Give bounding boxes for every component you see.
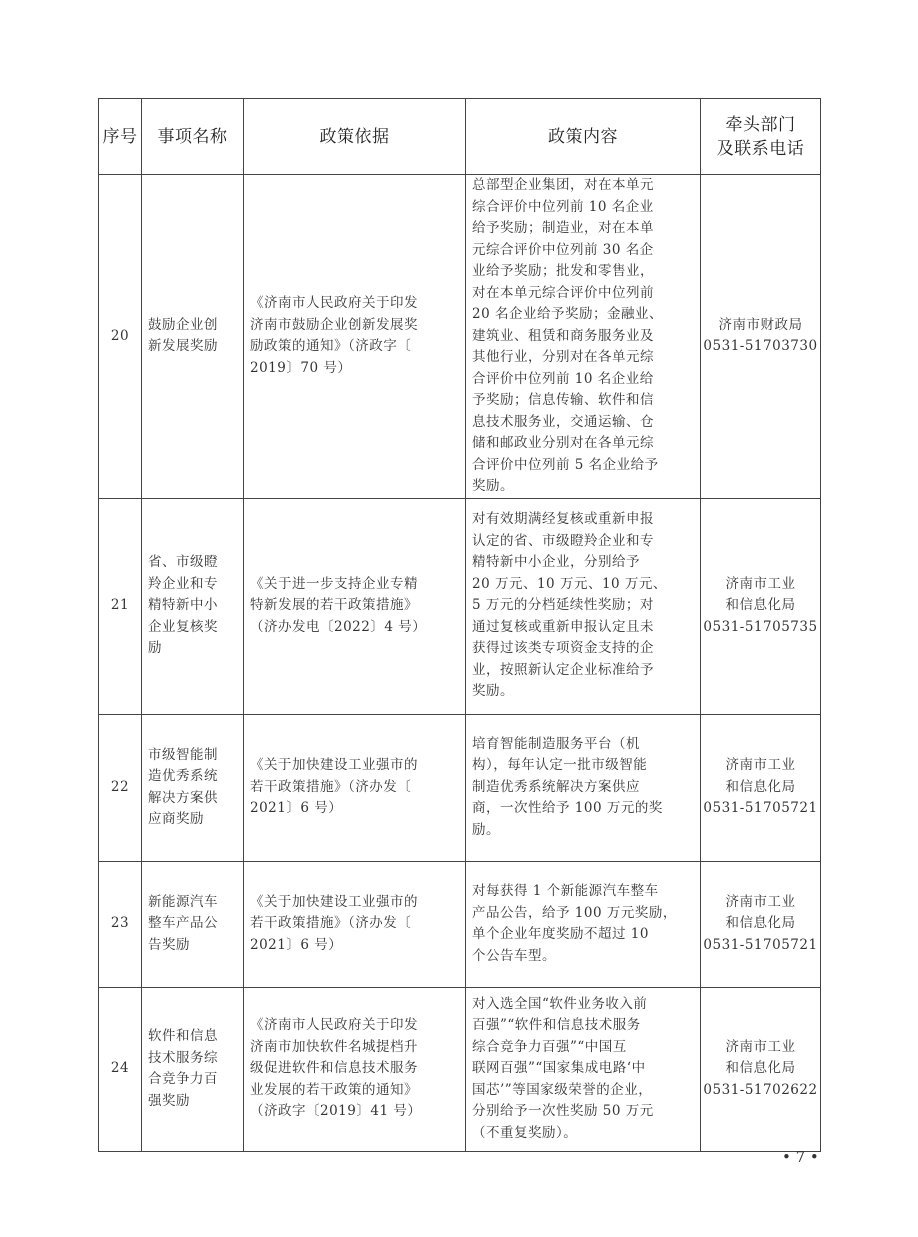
row-basis: 《关于加快建设工业强市的 若干政策措施》（济办发〔 2021〕6 号）	[244, 714, 466, 861]
row-basis: 《关于加快建设工业强市的 若干政策措施》（济办发〔 2021〕6 号）	[244, 861, 466, 987]
table-row	[99, 987, 821, 1151]
row-content: 总部型企业集团，对在本单元 综合评价中位列前 10 名企业 给予奖励；制造业，对在本单 元综合评价中位列前 30 名企 业给予奖励；批发和零售业， 对在本单元综合评价中位列前 20 名企业给予奖励；金融业、 建筑业、租赁和商务服务业及 其他行业，分别对在各单元综 合评价中位列前 10 名企业给 予奖励；信息传输、软件和信 息技术服务业，交通运输、仓 储和邮政业分别对在各单元综 合评价中位列前 5 名企业给予 奖励。	[466, 175, 701, 499]
header-dept: 牵头部门 及联系电话	[701, 99, 821, 175]
table-row	[99, 175, 821, 499]
row-dept: 济南市工业 和信息化局 0531-51702622	[701, 987, 821, 1151]
row-dept: 济南市工业 和信息化局 0531-51705735	[701, 498, 821, 714]
row-seq: 24	[99, 987, 142, 1151]
table-row	[99, 714, 821, 861]
row-name: 市级智能制 造优秀系统 解决方案供 应商奖励	[142, 714, 244, 861]
row-basis: 《济南市人民政府关于印发 济南市鼓励企业创新发展奖 励政策的通知》（济政字〔 2019〕70 号）	[244, 175, 466, 499]
row-seq: 20	[99, 175, 142, 499]
header-content: 政策内容	[466, 99, 701, 175]
table-row	[99, 861, 821, 987]
row-basis: 《济南市人民政府关于印发 济南市加快软件名城提档升 级促进软件和信息技术服务 业发展的若干政策的通知》 （济政字〔2019〕41 号）	[244, 987, 466, 1151]
row-seq: 21	[99, 498, 142, 714]
page-number: • 7 •	[782, 1148, 819, 1166]
row-seq: 22	[99, 714, 142, 861]
policy-table	[98, 98, 821, 1152]
row-seq: 23	[99, 861, 142, 987]
row-name: 鼓励企业创 新发展奖励	[142, 175, 244, 499]
header-basis: 政策依据	[244, 99, 466, 175]
row-basis: 《关于进一步支持企业专精 特新发展的若干政策措施》 （济办发电〔2022〕4 号）	[244, 498, 466, 714]
row-content: 培育智能制造服务平台（机 构），每年认定一批市级智能 制造优秀系统解决方案供应 商，一次性给予 100 万元的奖 励。	[466, 714, 701, 861]
row-dept: 济南市财政局 0531-51703730	[701, 175, 821, 499]
row-name: 省、市级瞪 羚企业和专 精特新中小 企业复核奖 励	[142, 498, 244, 714]
row-dept: 济南市工业 和信息化局 0531-51705721	[701, 861, 821, 987]
row-name: 新能源汽车 整车产品公 告奖励	[142, 861, 244, 987]
row-name: 软件和信息 技术服务综 合竞争力百 强奖励	[142, 987, 244, 1151]
row-dept: 济南市工业 和信息化局 0531-51705721	[701, 714, 821, 861]
row-content: 对入选全国“软件业务收入前 百强”“软件和信息技术服务 综合竞争力百强”“中国互 联网百强”“国家集成电路‘中 国芯’”等国家级荣誉的企业， 分别给予一次性奖励 50 万元 （不重复奖励）。	[466, 987, 701, 1151]
row-content: 对有效期满经复核或重新申报 认定的省、市级瞪羚企业和专 精特新中小企业，分别给予 20 万元、10 万元、10 万元、 5 万元的分档延续性奖励；对 通过复核或重新申报认定且未 获得过该类专项资金支持的企 业，按照新认定企业标准给予 奖励。	[466, 498, 701, 714]
header-seq: 序号	[99, 99, 142, 175]
table-header-row	[99, 99, 821, 175]
row-content: 对每获得 1 个新能源汽车整车 产品公告，给予 100 万元奖励， 单个企业年度奖励不超过 10 个公告车型。	[466, 861, 701, 987]
header-name: 事项名称	[142, 99, 244, 175]
table-row	[99, 498, 821, 714]
